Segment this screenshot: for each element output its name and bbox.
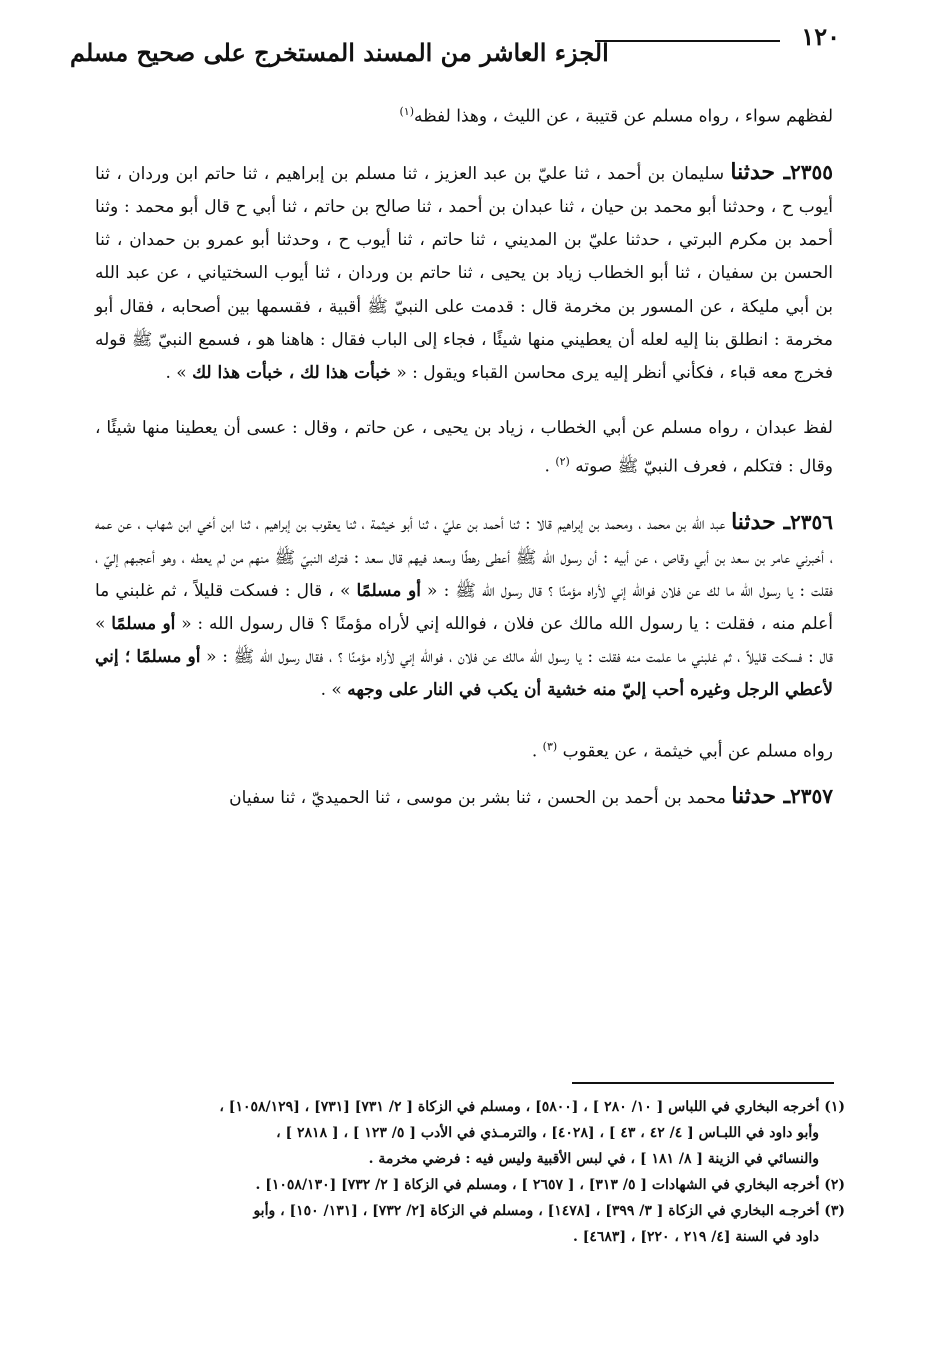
footnote-3-continued: داود في السنة [٤/ ٢١٩ ، ٢٢٠] ، [٤٦٨٣] . [572,1229,819,1245]
hadith-text-end: » . [165,363,193,384]
running-title: الجزء العاشر من المسند المستخرج على صحيح مسلم [70,38,609,67]
hadith-text: » ، قال : فسكت قليلاً ، ثم غلبني ما أعلم منه ، فقلت : يا رسول الله مالك عن فلان ، فوالله إني لأراه مؤمنًا ؟ قال رسول الله : « [95,580,833,634]
paragraph-narration-note [95,412,833,484]
prophetic-quote: أو مسلمًا [356,580,421,601]
haddathana-keyword: ـ حدثنا [730,158,791,185]
haddathana-keyword: ـ حدثنا [731,783,791,810]
paragraph-text: لفظ عبدان ، رواه مسلم عن أبي الخطاب ، زياد بن يحيى ، عن حاتم ، وقال : عسى أن يعطينا منها شيئًا ، وقال : فتكلم ، فعرف النبيّ ﷺ صوته [95,418,833,478]
hadith-text: سليمان بن أحمد ، ثنا عليّ بن عبد العزيز ، ثنا مسلم بن إبراهيم ، ثنا حاتم ابن وردان ، ثنا أيوب ح ، وحدثنا أبو محمد بن حيان ، ثنا عبدان بن أحمد ، ثنا صالح بن حاتم ، ثنا أبي ح قال أبو محمد : وثنا أحمد بن مكرم البرتي ، حدثنا عليّ بن المديني ، ثنا حاتم ، ثنا أيوب ح ، وحدثنا أبو عمرو بن حمدان ، ثنا الحسن بن سفيان ، ثنا أبو الخطاب زياد بن يحيى ، ثنا حاتم بن وردان ، ثنا أيوب السختياني ، عن عبد الله بن أبي مليكة ، عن المسور بن مخرمة قال : قدمت على النبيّ ﷺ أقبية ، فقسمها بين أصحابه ، فقال أبو مخرمة : انطلق بنا إليه لعله أن يعطيني منها شيئًا ، فجاء إلى الباب فقال : هاهنا هو ، فسمع النبيّ ﷺ قوله فخرج معه قباء ، فكأني أنظر إليه يرى محاسن القباء ويقول : « [95,163,833,384]
page-number: ١٢٠ [801,22,840,51]
paragraph-narration-note [95,730,833,769]
prophetic-quote: خبأت هذا لك ، خبأت هذا لك [192,363,391,384]
footnote-1-continued: والنسائي في الزينة [ ٨/ ١٨١ ] ، في لبس الأقبية وليس فيه : فرضي مخرمة . [368,1151,819,1167]
footnote-separator [572,1082,834,1084]
header-rule [595,40,780,42]
paragraph-text: رواه مسلم عن أبي خيثمة ، عن يعقوب [562,741,833,762]
footnote-1: (١) أخرجه البخاري في اللباس [ ١٠/ ٢٨٠ ] ، [٥٨٠٠] ، ومسلم في الزكاة [ ٢/ ٧٣١] [٧٣١] ، [١٠٥٨/١٢٩] ، [219,1099,845,1115]
hadith-2355 [95,156,833,390]
footnote-2: (٢) أخرجه البخاري في الشهادات [ ٥/ ٣١٣] ، [ ٢٦٥٧ ] ، ومسلم في الزكاة [ ٢/ ٧٣٢] [١٠٥٨/١٣٠] . [255,1177,845,1193]
footnote-1-continued: وأبو داود في اللبـاس [ ٤/ ٤٢ ، ٤٣ ] ، [٤٠٢٨] ، والترمـذي في الأدب [ ٥/ ١٢٣ ] ، [ ٢٨١٨ ] ، [276,1125,819,1141]
hadith-number: ٢٣٥٧ [790,784,833,809]
page-header [70,18,840,76]
hadith-text: » قال : فسكت قليلاً ، ثم غلبني ما علمت منه فقلت : يا رسول الله مالك عن فلان ، فوالله إني لأراه مؤمنًا ؟ ، فقال رسول الله ﷺ : « [95,613,834,668]
hadith-2356 [95,506,833,707]
footnote-3: (٣) أخرجـه البخاري في الزكاة [ ٣/ ٣٩٩] ، [١٤٧٨] ، ومسلم في الزكاة [٢/ ٧٣٢] ، [١٣١/ ١٥٠] ، وأبو [253,1203,845,1219]
footnote-ref: (١) [399,105,414,118]
hadith-text: محمد بن أحمد بن الحسن ، ثنا بشر بن موسى ، ثنا الحميديّ ، ثنا سفيان [229,788,732,809]
footnote-ref: (٢) [555,455,570,469]
hadith-text: عبد الله بن محمد ، ومحمد بن إبراهيم قالا : ثنا أحمد بن عليّ ، ثنا أبو خيثمة ، ثنا يعقوب بن إبراهيم ، ثنا ابن أخي ابن شهاب ، عن عمه ، أخبرني عامر بن سعد بن أبي وقاص ، عن أبيه : أن رسول الله ﷺ أعطى رهطًا وسعد فيهم قال سعد : فترك النبيّ ﷺ منهم من لم يعطه ، وهو أعجبهم إليّ ، فقلت : يا رسول الله ما لك عن فلان فوالله إني لأراه مؤمنًا ؟ قال رسول الله ﷺ : « [95,514,833,601]
footnote-ref: (٣) [542,739,558,753]
haddathana-keyword: ـ حدثنا [731,509,791,536]
footnotes [95,1094,845,1250]
paragraph-end: . [544,457,556,478]
main-text [95,95,833,816]
prophetic-quote: أو مسلمًا ؛ إني لأعطي الرجل وغيره أحب إليّ منه خشية أن يكب في النار على وجهه [95,647,833,701]
paragraph-text: لفظهم سواء ، رواه مسلم عن قتيبة ، عن الليث ، وهذا لفظه [414,106,833,127]
prophetic-quote: أو مسلمًا [111,613,176,634]
hadith-text-end: » . [320,680,348,701]
paragraph-end: . [531,741,543,762]
hadith-number: ٢٣٥٥ [790,159,834,184]
hadith-number: ٢٣٥٦ [790,510,833,535]
hadith-2357 [95,780,833,815]
paragraph-intro [95,95,833,134]
